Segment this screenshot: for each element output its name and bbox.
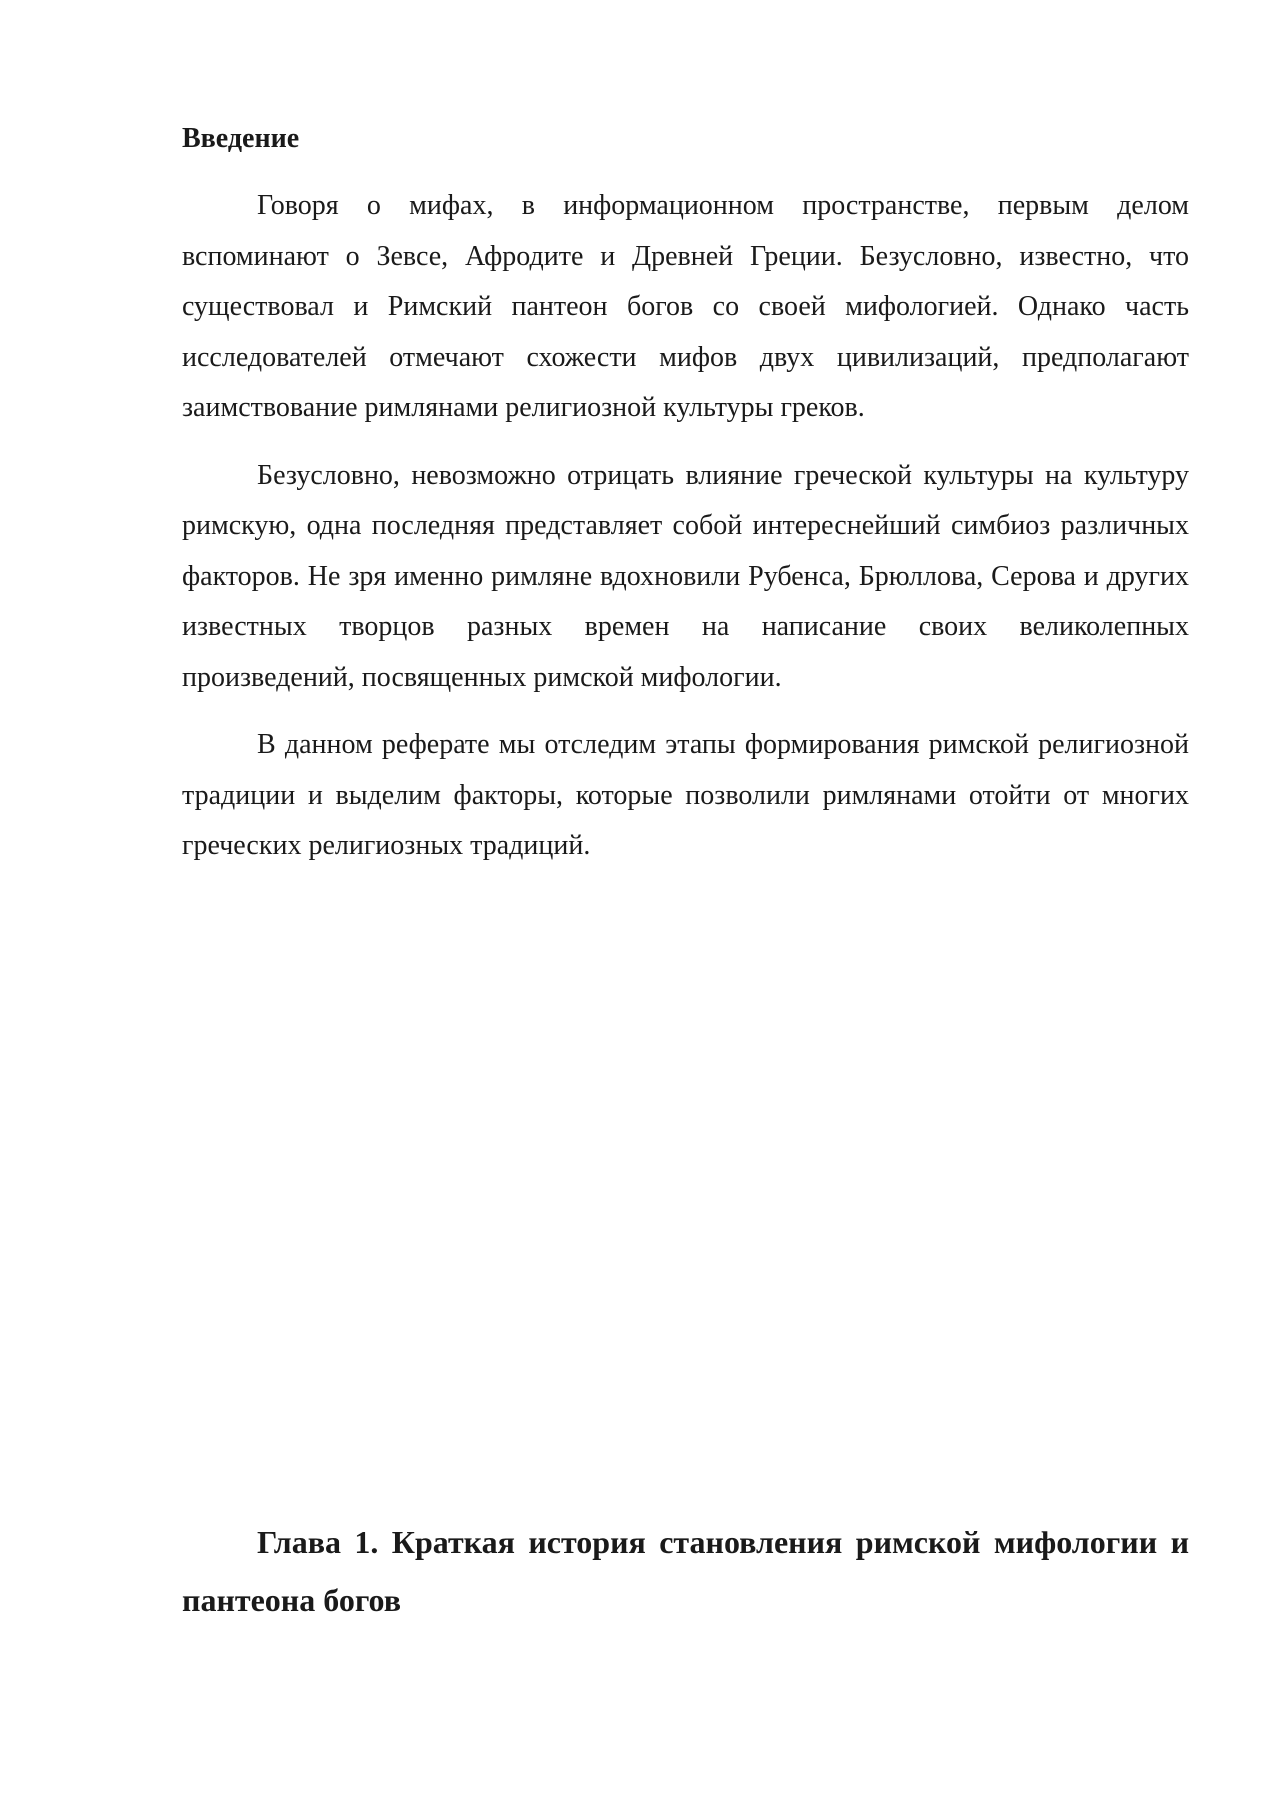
paragraph-2: Безусловно, невозможно отрицать влияние греческой культуры на культуру римскую, одна последняя представляет собой интереснейший симбиоз различных факторов. Не зря именно римляне вдохновили Рубенса, Брюллова, Серова и других известных творцов разных времен на написание своих великолепных произведений, посвященных римской мифологии.: [182, 459, 1189, 693]
intro-body: [182, 181, 1189, 889]
paragraph-1: Говоря о мифах, в информационном пространстве, первым делом вспоминают о Зевсе, Афродите и Древней Греции. Безусловно, известно, что существовал и Римский пантеон богов со своей мифологией. Однако часть исследователей отмечают схожести мифов двух цивилизаций, предполагают заимствование римлянами религиозной культуры греков.: [182, 190, 1189, 423]
chapter-heading: Глава 1. Краткая история становления римской мифологии и пантеона богов: [182, 1524, 1189, 1618]
intro-heading: Введение: [182, 123, 300, 154]
paragraph-3: В данном реферате мы отследим этапы формирования римской религиозной традиции и выделим факторы, которые позволили римлянами отойти от многих греческих религиозных традиций.: [182, 729, 1189, 861]
